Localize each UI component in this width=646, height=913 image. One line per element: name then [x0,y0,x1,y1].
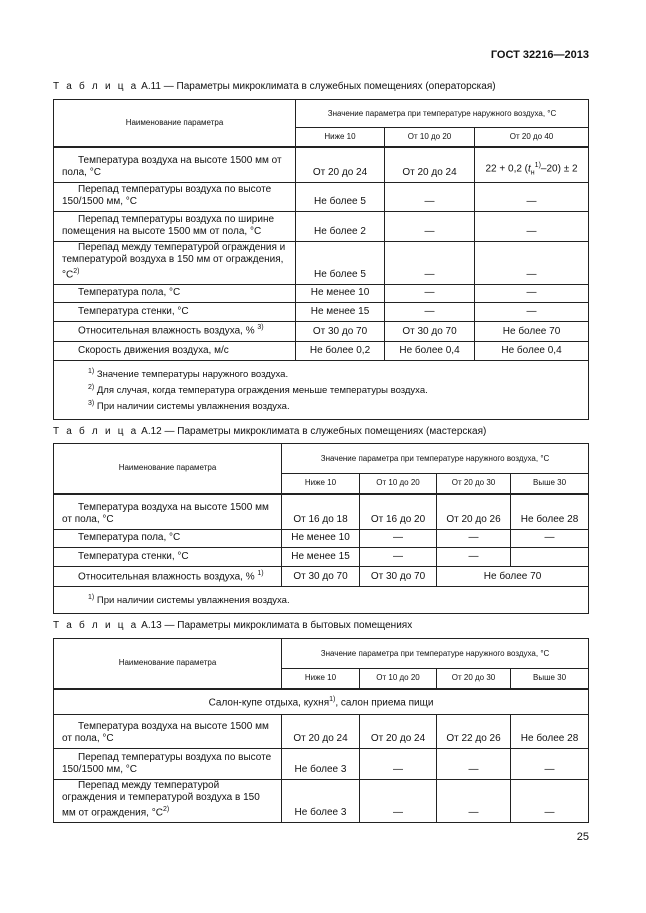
page-number: 25 [576,831,589,843]
table-row: Перепад между температурой ограждения и температурой воздуха в 150 мм от ограждения, $^\circ С^{2)}$ Не более 5 — — [54,242,589,285]
col-header: Ниже 10 [282,669,360,689]
col-header-name: Наименование параметра [54,639,282,689]
table-a13-caption: Т а б л и ц а А.13 — Параметры микроклимата в бытовых помещениях [53,620,413,631]
table-row: Перепад температуры воздуха по высоте 150/1500 мм, °С Не более 5 — — [54,183,589,212]
table-a12-caption: Т а б л и ц а А.12 — Параметры микроклимата в служебных помещениях (мастерская) [53,426,487,437]
table-notes [54,360,589,419]
col-header-group: Значение параметра при температуре наружного воздуха, °С [282,444,589,474]
table-row: Температура пола, °С Не менее 10 — — [54,285,589,303]
standard-header: ГОСТ 32216—2013 [490,49,589,61]
col-header: От 20 до 30 [437,669,511,689]
table-row: Температура воздуха на высоте 1500 мм от пола, °С От 20 до 24 От 20 до 24 22 + 0,2 $(t_н^{1)}-20) \pm 2$ [54,147,589,183]
table-row: Перепад между температурой ограждения и температурой воздуха в 150 мм от ограждения, $^\circ С^{2)}$ Не более 3 — — — [54,780,589,823]
table-row: Температура воздуха на высоте 1500 мм от пола, °С От 20 до 24 От 20 до 24 От 22 до 26 Не более 28 [54,715,589,749]
col-header: От 10 до 20 [360,474,437,494]
section-row: Салон-купе отдыха, кухня$^{1)}$, салон приема пищи [54,689,589,715]
table-row: Относительная влажность воздуха, % $^{1)}$ От 30 до 70 От 30 до 70 Не более 70 [54,567,589,587]
table-a13 [53,638,589,823]
col-header: От 10 до 20 [385,128,475,147]
table-row: Температура пола, °С Не менее 10 — — — [54,530,589,548]
col-header-name: Наименование параметра [54,444,282,494]
footnote: $^{1)}$ При наличии системы увлажнения воздуха. [88,594,290,607]
footnote: $^{2)}$ Для случая, когда температура ограждения меньше температуры воздуха. [88,383,428,396]
table-row: Скорость движения воздуха, м/с Не более 0,2 Не более 0,4 Не более 0,4 [54,341,589,360]
table-row: Перепад температуры воздуха по высоте 150/1500 мм, °С Не более 3 — — — [54,749,589,780]
col-header: Выше 30 [511,669,589,689]
table-row: Температура стенки, °С Не менее 15 — — [54,548,589,567]
table-a11 [53,99,589,420]
col-header-group: Значение параметра при температуре наружного воздуха, °С [296,100,589,128]
col-header-name: Наименование параметра [54,100,296,147]
col-header: От 10 до 20 [360,669,437,689]
table-a12 [53,443,589,614]
footnote: $^{3)}$ При наличии системы увлажнения воздуха. [88,399,290,413]
table-notes [54,587,589,614]
footnote: $^{1)}$ Значение температуры наружного воздуха. [88,367,289,380]
col-header: Ниже 10 [282,474,360,494]
col-header: Выше 30 [511,474,589,494]
table-row: Температура воздуха на высоте 1500 мм от пола, °С От 16 до 18 От 16 до 20 От 20 до 26 Не более 28 [54,494,589,530]
col-header: Ниже 10 [296,128,385,147]
formula-cell: 22 + 0,2 $(t_н^{1)}-20) \pm 2$ [475,147,589,183]
table-row: Перепад температуры воздуха по ширине помещения на высоте 1500 мм от пола, °С Не более 2 — — [54,212,589,242]
col-header: От 20 до 40 [475,128,589,147]
table-row: Относительная влажность воздуха, % $^{3)}$ От 30 до 70 От 30 до 70 Не более 70 [54,322,589,341]
table-a11-caption: Т а б л и ц а А.11 — Параметры микроклимата в служебных помещениях (операторская) [53,81,496,92]
table-row: Температура стенки, °С Не менее 15 — — [54,303,589,322]
col-header-group: Значение параметра при температуре наружного воздуха, °С [282,639,589,669]
col-header: От 20 до 30 [437,474,511,494]
